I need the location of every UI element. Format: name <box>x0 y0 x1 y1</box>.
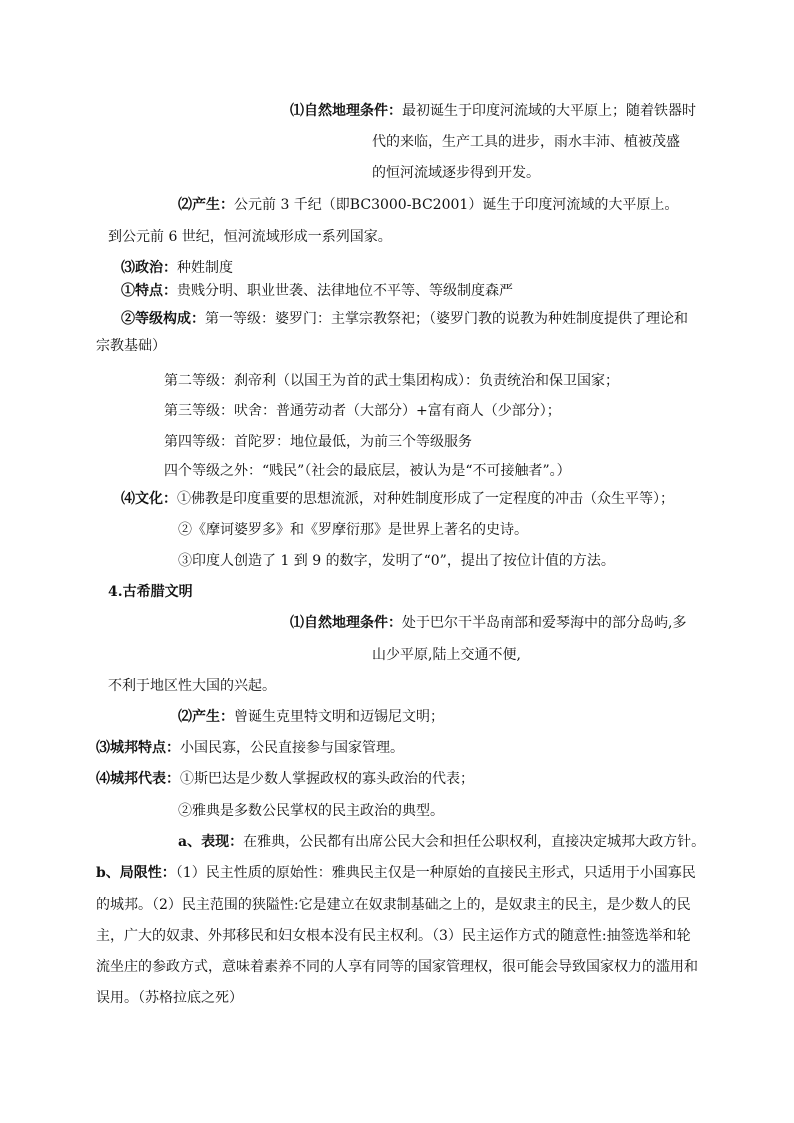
body-line: 的恒河流域逐步得到开发。 <box>372 165 540 181</box>
body-line: 第四等级：首陀罗：地位最低，为前三个等级服务 <box>164 434 472 450</box>
body-line: 到公元前 6 世纪，恒河流域形成一系列国家。 <box>108 229 392 245</box>
section-label: ⑶政治： <box>121 260 177 276</box>
india-politics-line <box>121 258 233 278</box>
body-text: 曾诞生克里特文明和迈锡尼文明； <box>234 709 444 725</box>
body-text: （1）民主性质的原始性：雅典民主仅是一种原始的直接民主形式，只适用于小国寡民 <box>175 865 696 881</box>
india-geography-line <box>290 101 696 121</box>
body-text: 最初诞生于印度河流域的大平原上；随着铁器时 <box>402 103 696 119</box>
section-label: ①特点： <box>121 283 177 299</box>
section-label: ⑷文化： <box>121 491 177 507</box>
body-line: 不利于地区性大国的兴起。 <box>108 678 276 694</box>
athens-limits-line <box>96 863 696 883</box>
body-line: 宗教基础） <box>96 338 166 354</box>
body-line: ②雅典是多数公民掌权的民主政治的典型。 <box>178 803 444 819</box>
body-text: 贵贱分明、职业世袭、法律地位不平等、等级制度森严 <box>177 283 513 299</box>
body-line: ③印度人创造了 1 到 9 的数字，发明了“0”，提出了按位计值的方法。 <box>178 553 615 569</box>
section-heading-greece: 4.古希腊文明 <box>108 584 193 600</box>
section-label: b、局限性： <box>96 865 176 881</box>
body-line: 代的来临，生产工具的进步，雨水丰沛、植被茂盛 <box>372 134 680 150</box>
body-line: 山少平原,陆上交通不便, <box>372 647 521 663</box>
section-label: ⑷城邦代表： <box>96 771 180 787</box>
caste-features-line <box>121 281 513 301</box>
body-text: 处于巴尔干半岛南部和爱琴海中的部分岛屿,多 <box>402 615 687 631</box>
section-label: ⑶城邦特点： <box>96 740 180 756</box>
india-origin-line <box>178 195 678 215</box>
body-text: 种姓制度 <box>177 260 233 276</box>
body-text: 公元前 3 千纪（即BC3000-BC2001）诞生于印度河流域的大平原上。 <box>234 197 679 213</box>
body-text: 在雅典，公民都有出席公民大会和担任公职权利，直接决定城邦大政方针。 <box>243 834 706 850</box>
body-line: 四个等级之外：“贱民”（社会的最底层，被认为是“不可接触者”。） <box>164 463 571 479</box>
city-state-examples-line <box>96 769 474 789</box>
body-text: 小国民寡，公民直接参与国家管理。 <box>180 740 404 756</box>
body-line: 误用。（苏格拉底之死） <box>96 990 243 1006</box>
body-text: 第一等级：婆罗门：主掌宗教祭祀；（婆罗门教的说教为种姓制度提供了理论和 <box>205 311 688 327</box>
body-line: 流坐庄的参政方式，意味着素养不同的人享有同等的国家管理权，很可能会导致国家权力的滥用和 <box>96 959 698 975</box>
body-text: ①斯巴达是少数人掌握政权的寡头政治的代表； <box>180 771 474 787</box>
city-state-features-line <box>96 738 404 758</box>
greece-origin-line <box>178 707 444 727</box>
caste-levels-line <box>121 309 688 329</box>
body-line: 的城邦。（2）民主范围的狭隘性:它是建立在奴隶制基础之上的，是奴隶主的民主，是少数人的民 <box>96 897 691 913</box>
section-label: ⑵产生： <box>178 709 234 725</box>
athens-performance-line <box>178 832 705 852</box>
section-label: ⑴自然地理条件： <box>290 615 402 631</box>
section-label: ⑵产生： <box>178 197 234 213</box>
body-text: ①佛教是印度重要的思想流派，对种姓制度形成了一定程度的冲击（众生平等）； <box>177 491 674 507</box>
india-culture-line <box>121 489 674 509</box>
body-line: ②《摩诃婆罗多》和《罗摩衍那》是世界上著名的史诗。 <box>178 522 528 538</box>
section-label: ⑴自然地理条件： <box>290 103 402 119</box>
body-line: 主，广大的奴隶、外邦移民和妇女根本没有民主权利。（3）民主运作方式的随意性:抽签选举和轮 <box>96 928 691 944</box>
greece-geography-line <box>290 613 686 633</box>
section-label: a、表现： <box>178 834 244 850</box>
body-line: 第三等级：吠舍：普通劳动者（大部分）+富有商人（少部分）； <box>164 403 561 419</box>
section-label: ②等级构成： <box>121 311 205 327</box>
body-line: 第二等级：刹帝利（以国王为首的武士集团构成）：负责统治和保卫国家； <box>164 373 619 389</box>
